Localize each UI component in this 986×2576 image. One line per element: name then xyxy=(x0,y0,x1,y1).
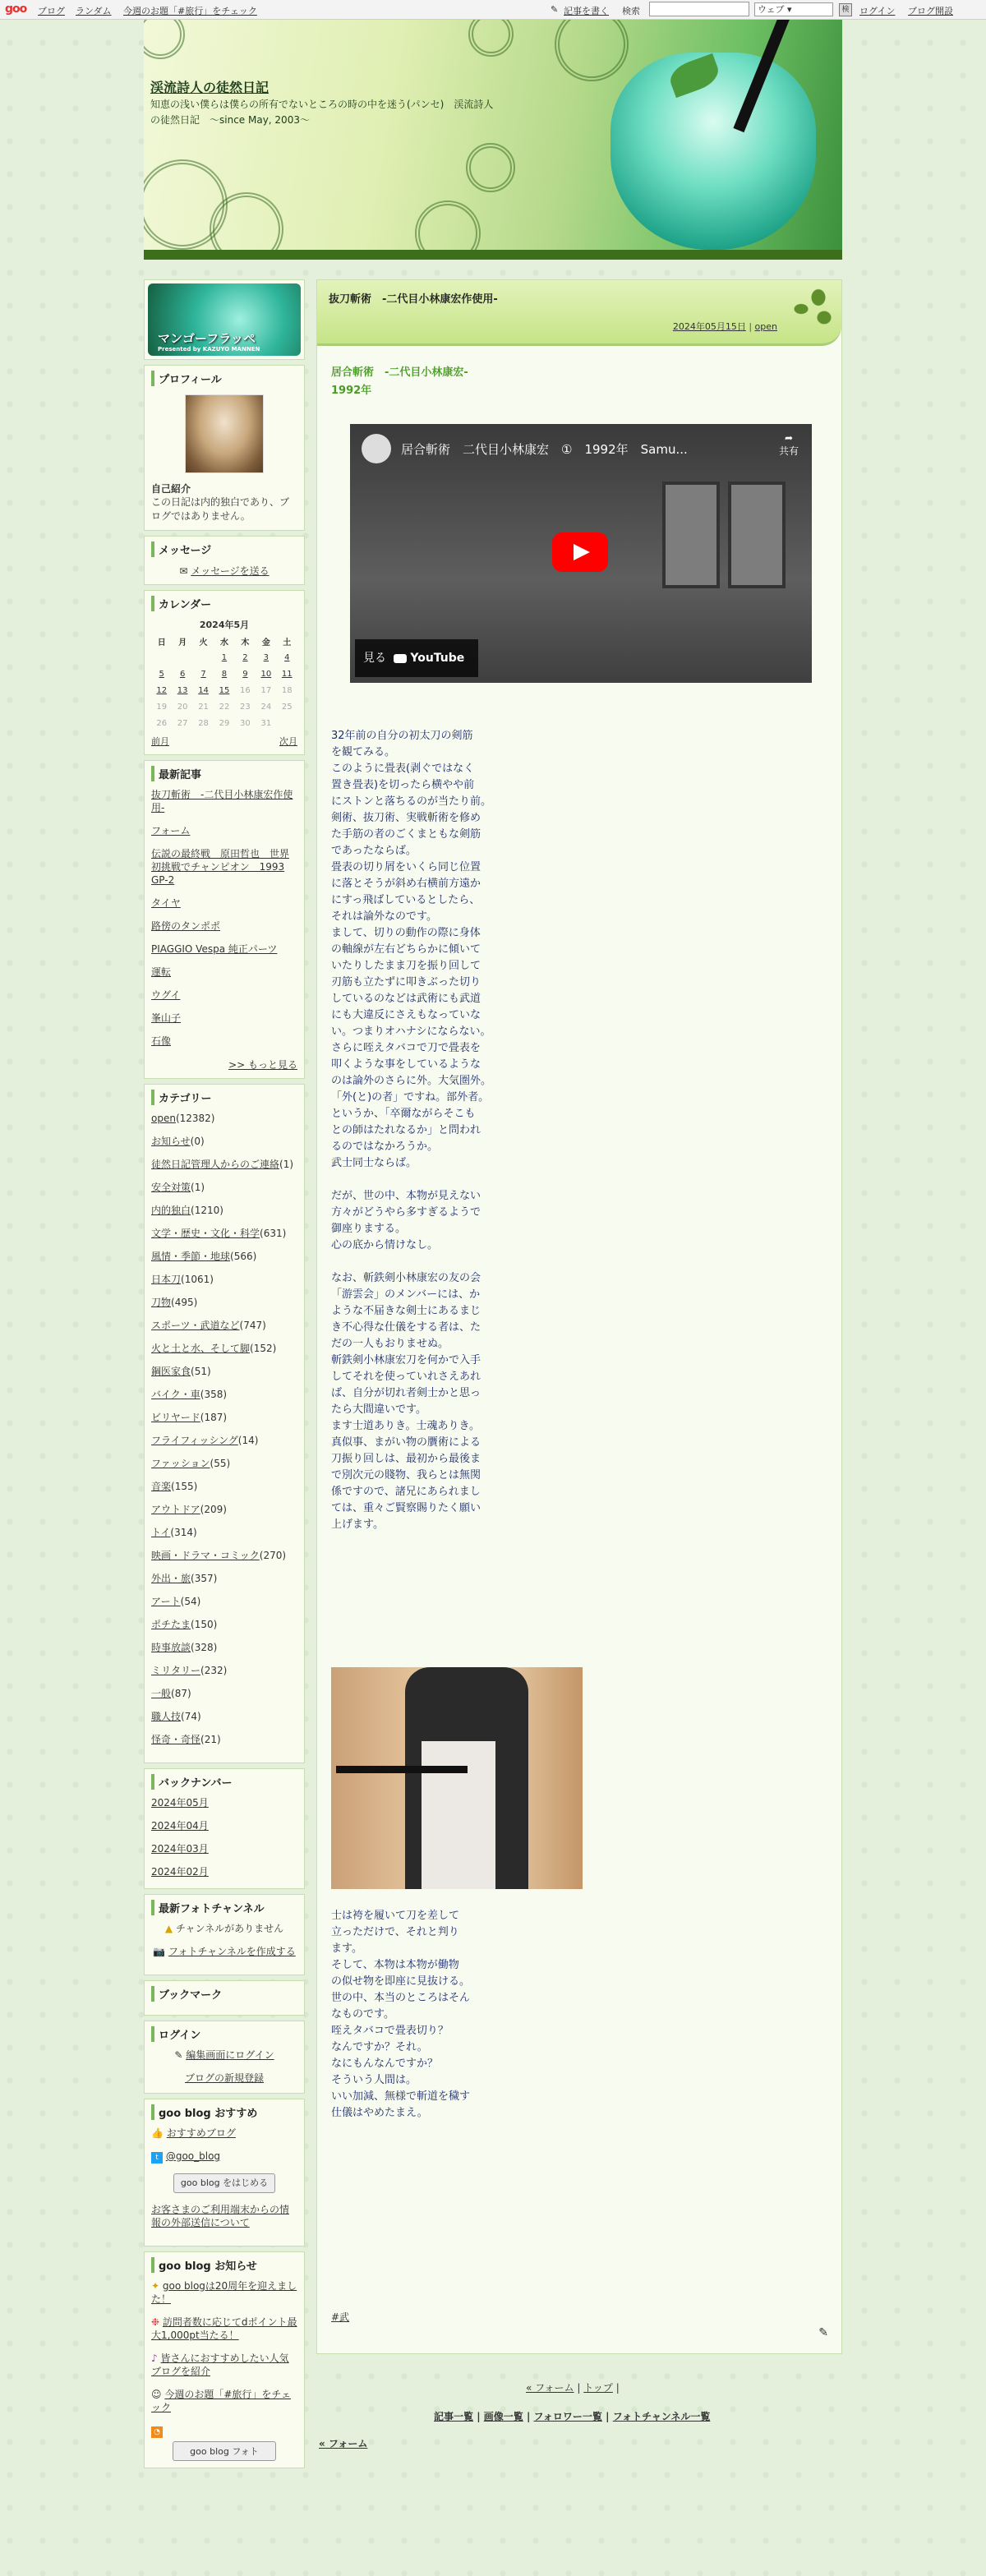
goo-logo[interactable]: goo xyxy=(5,2,27,16)
calendar-day-link[interactable]: 9 xyxy=(242,669,248,679)
message-heading: メッセージ xyxy=(151,541,297,557)
category-count: (54) xyxy=(180,1596,201,1607)
create-photo-channel-link[interactable]: フォトチャンネルを作成する xyxy=(168,1946,296,1957)
lace-ornament xyxy=(555,20,629,81)
category-link[interactable]: 一般 xyxy=(151,1688,172,1699)
category-link[interactable]: フライフィッシング xyxy=(151,1435,238,1446)
meta-separator: | xyxy=(745,321,755,332)
recent-post-link[interactable]: 路傍のタンポポ xyxy=(151,920,221,932)
post-column xyxy=(316,279,842,2354)
banner-credit: Presented by KAZUYO MANNEN xyxy=(158,346,260,353)
category-count: (152) xyxy=(250,1343,277,1354)
calendar-day: 31 xyxy=(260,718,272,728)
category-link[interactable]: 風情・季節・地球 xyxy=(151,1251,231,1262)
calendar-day: 17 xyxy=(260,685,272,695)
youtube-video-embed[interactable] xyxy=(350,424,812,683)
category-link[interactable]: 怪奇・奇怪 xyxy=(151,1734,201,1745)
search-scope-value: ウェブ xyxy=(758,4,785,15)
calendar-box xyxy=(144,590,305,755)
sidebar-banner[interactable] xyxy=(144,279,305,360)
category-count: (209) xyxy=(200,1504,227,1515)
category-count: (187) xyxy=(200,1412,228,1423)
goo-toolbar xyxy=(0,0,986,20)
category-link[interactable]: 安全対策 xyxy=(151,1182,191,1193)
category-link[interactable]: 火と土と水、そして脚 xyxy=(151,1343,251,1354)
lace-ornament xyxy=(466,143,515,192)
recent-post-link[interactable]: 伝説の最終戦 原田哲也 世界初挑戦でチャンピオン 1993 GP-2 xyxy=(151,848,290,886)
calendar-day-link[interactable]: 4 xyxy=(284,652,290,662)
category-count: (14) xyxy=(237,1435,259,1446)
photo-channel-heading: 最新フォトチャンネル xyxy=(151,1900,297,1915)
top-link[interactable]: トップ xyxy=(583,2382,613,2394)
calendar-day: 22 xyxy=(219,702,230,712)
envelope-icon: ✉ xyxy=(179,565,188,577)
calendar-day: 27 xyxy=(177,718,188,728)
category-count: (74) xyxy=(181,1711,201,1722)
notice-link[interactable]: 皆さんにおすすめしたい人気ブログを紹介 xyxy=(151,2353,289,2377)
point-icon: ❉ xyxy=(151,2316,160,2328)
category-link[interactable]: アウトドア xyxy=(151,1504,200,1515)
calendar-day xyxy=(277,666,297,682)
lace-ornament xyxy=(468,20,514,57)
category-count: (87) xyxy=(171,1688,191,1699)
category-link[interactable]: ミリタリー xyxy=(151,1665,201,1676)
category-link[interactable]: ポチたま xyxy=(151,1619,191,1630)
recommend-heading: goo blog おすすめ xyxy=(151,2104,297,2120)
category-link[interactable]: アート xyxy=(151,1596,181,1607)
category-count: (631) xyxy=(260,1228,287,1239)
toolbar-link-random[interactable]: ランダム xyxy=(76,6,112,16)
calendar-day: 21 xyxy=(198,702,209,712)
post-body-text-continued: 士は袴を履いて刀を差して 立っただけで、それと判り ます。 そして、本物は本物が働物 の似せ物を即座に見抜ける。 世の中、本当のところはそん なものです。 咥えタバコで畳表切り？ なんですか？それ。 なにもんなんですか？ そういう人間は。 いい加減、無様で斬道を穢す 仕儀はやめたまえ。 xyxy=(331,1910,471,2119)
calendar-prev-link[interactable]: 前月 xyxy=(151,736,169,747)
backnumber-link[interactable]: 2024年04月 xyxy=(151,1820,209,1832)
calendar-day-link[interactable]: 5 xyxy=(159,669,164,679)
category-count: (357) xyxy=(191,1573,218,1584)
sparkle-icon: ✦ xyxy=(151,2280,160,2292)
start-goo-blog-button[interactable]: goo blog をはじめる xyxy=(173,2173,275,2193)
calendar-day-link[interactable]: 8 xyxy=(221,669,228,679)
category-count: (232) xyxy=(200,1665,228,1676)
category-link[interactable]: 外出・旅 xyxy=(151,1573,191,1584)
follower-list-link[interactable]: フォロワー一覧 xyxy=(533,2411,602,2422)
category-link[interactable]: 音楽 xyxy=(151,1481,172,1492)
category-count: (747) xyxy=(239,1320,266,1331)
search-button[interactable]: 検 xyxy=(839,3,852,16)
bookmark-box xyxy=(144,1980,305,2016)
calendar-day: 30 xyxy=(240,718,251,728)
calendar-day xyxy=(172,682,192,698)
calendar-day-link[interactable]: 10 xyxy=(260,669,272,679)
category-count: (1210) xyxy=(191,1205,223,1216)
notice-box xyxy=(144,2251,305,2468)
share-label: 共有 xyxy=(778,445,799,457)
prev-post-link[interactable]: « フォーム xyxy=(526,2382,574,2394)
youtube-logo-icon xyxy=(394,654,407,663)
backnumber-link[interactable]: 2024年02月 xyxy=(151,1866,209,1878)
banner-image xyxy=(148,283,301,356)
category-count: (51) xyxy=(191,1366,211,1377)
category-count: (358) xyxy=(200,1389,228,1400)
recent-post-link[interactable]: フォーム xyxy=(151,825,191,836)
calendar-day xyxy=(151,649,172,666)
youtube-wordmark: YouTube xyxy=(410,652,465,665)
calendar-heading: カレンダー xyxy=(151,596,297,611)
recent-posts-heading: 最新記事 xyxy=(151,766,297,781)
profile-text: この日記は内的独白であり、ブログではありません。 xyxy=(151,496,290,522)
profile-box xyxy=(144,365,305,531)
twitter-link[interactable]: @goo_blog xyxy=(165,2150,221,2162)
write-article-link[interactable]: 記事を書く xyxy=(564,6,609,16)
camera-icon: 📷 xyxy=(153,1946,166,1957)
category-count: (21) xyxy=(200,1734,221,1745)
channel-avatar-icon[interactable] xyxy=(362,434,391,463)
bottom-prev xyxy=(319,2436,367,2450)
category-link[interactable]: open xyxy=(151,1113,176,1124)
recommended-blogs-link[interactable]: おすすめブログ xyxy=(166,2127,236,2139)
calendar-day xyxy=(256,666,276,682)
calendar-day: 23 xyxy=(240,702,251,712)
search-label: 検索 xyxy=(622,6,640,16)
category-count: (55) xyxy=(210,1458,231,1469)
login-link[interactable]: ログイン xyxy=(859,6,896,16)
post-subtitle: 居合斬術 -二代目小林康宏- 1992年 xyxy=(331,366,468,397)
sword-figure xyxy=(336,1766,468,1773)
blog-description: 知恵の浅い僕らは僕らの所有でないところの時の中を迷う(パンセ) 渓流詩人の徒然日記 ～since May, 2003～ xyxy=(150,99,494,126)
calendar-month: 2024年5月 xyxy=(199,620,250,630)
calendar-day-link[interactable]: 15 xyxy=(219,685,230,695)
category-link[interactable]: 徒然日記管理人からのご連絡 xyxy=(151,1159,280,1170)
recommend-box xyxy=(144,2099,305,2247)
category-count: (1) xyxy=(191,1182,205,1193)
calendar-weekday: 金 xyxy=(261,638,270,647)
calendar-weekday: 月 xyxy=(178,638,187,647)
calendar-day-link[interactable]: 11 xyxy=(281,669,293,679)
pager: « フォーム | トップ | xyxy=(526,2382,620,2394)
calendar-day-link[interactable]: 1 xyxy=(221,652,228,662)
blog-header xyxy=(144,20,842,260)
avatar[interactable] xyxy=(185,394,264,473)
calendar-weekday: 土 xyxy=(283,638,292,647)
profile-label: 自己紹介 xyxy=(151,483,191,495)
topic-icon: ☺ xyxy=(151,2389,162,2400)
video-scene-shoji xyxy=(662,482,720,588)
no-channel-text: チャンネルがありません xyxy=(175,1923,284,1934)
search-scope-select[interactable]: ウェブ ▾ xyxy=(754,2,833,16)
category-link[interactable]: 日本刀 xyxy=(151,1274,182,1285)
recent-post-link[interactable]: タイヤ xyxy=(151,897,181,909)
post-tag[interactable]: #武 xyxy=(331,2311,350,2323)
category-link[interactable]: 職人技 xyxy=(151,1711,182,1722)
backnumber-box xyxy=(144,1768,305,1889)
blog-title[interactable]: 渓流詩人の徒然日記 xyxy=(150,80,270,95)
category-link[interactable]: ファッション xyxy=(151,1458,210,1469)
calendar-day xyxy=(214,649,234,666)
calendar-day-link[interactable]: 6 xyxy=(179,669,186,679)
watch-on-youtube-button[interactable] xyxy=(355,639,478,677)
rss-icon[interactable]: ◔ xyxy=(151,2426,163,2438)
recent-post-link[interactable]: ウグイ xyxy=(151,989,181,1001)
calendar-day xyxy=(277,715,297,731)
backnumber-link[interactable]: 2024年05月 xyxy=(151,1797,209,1809)
video-scene-shoji xyxy=(728,482,786,588)
calendar-day xyxy=(214,682,234,698)
play-button[interactable] xyxy=(552,532,608,572)
category-link[interactable]: トイ xyxy=(151,1527,171,1538)
frappe-glass-image xyxy=(610,53,816,250)
notice-heading: goo blog お知らせ xyxy=(151,2257,297,2273)
post-body-text: 32年前の自分の初太刀の剣筋 を観てみる。 このように畳表(剥ぐではなく 置き畳表)を切ったら横やや前 にストンと落ちるのが当たり前。 剣術、抜刀術、実戦斬術を修め た手筋の者のごくまともな剣筋 であったならば。 畳表の切り屑をいくら同じ位置 に落とそうが斜め右横前方遠か にすっ飛ばしているとしたら、 それは論外なのです。 まして、切りの動作の際に身体 の軸線が左右どちらかに傾いて いたりしたまま刀を振り回して 刃筋も立たずに叩きぶった切り しているのなどは武術にも武道 にも大違反にさえもなっていな い。つまりオハナシにならない。 さらに咥えタバコで刀で畳表を 叩くような事をしているような のは論外のさらに外。大気圏外。 「外(と)の者」ですね。部外者。 というか、「卒爾ながらそこも との師はたれなるか」と問われ るのではなかろうか。 武士同士ならば。 だが、世の中、本物が見えない 方々がどうやら多すぎるようで 御座りまする。 心の底から情けなし。 なお、斬鉄剣小林康宏の友の会 「游雲会」のメンバーには、か ような不届きな剣士にあるまじ き不心得な仕儀をする者は、た だの一人もおりませぬ。 斬鉄剣小林康宏刀を何かで入手 してそれを使っていれさえあれ ば、自分が切れ者剣士かと思っ たら大間違いです。 ます士道ありき。士魂ありき。 真似事、まがい物の贋術による 刀振り回しは、最初から最後ま で別次元の賤物、我らとは無関 係ですので、諸兄にあられまし ては、重々ご賢察賜りたく願い 上げます。 xyxy=(331,730,492,1531)
category-count: (495) xyxy=(171,1297,198,1308)
category-count: (270) xyxy=(259,1550,287,1561)
post-date-link[interactable]: 2024年05月15日 xyxy=(672,321,746,332)
thumb-icon: 👍 xyxy=(151,2127,164,2139)
calendar-day: 28 xyxy=(198,718,209,728)
notice-link[interactable]: 今週のお題「#旅行」をチェック xyxy=(151,2389,292,2413)
send-message-link[interactable]: メッセージを送る xyxy=(191,565,270,577)
category-box xyxy=(144,1084,305,1763)
post-photo[interactable] xyxy=(331,1667,583,1889)
login-box xyxy=(144,2021,305,2094)
category-count: (328) xyxy=(191,1642,218,1653)
notice-link[interactable]: 訪問者数に応じてdポイント最大1,000pt当たる！ xyxy=(151,2316,297,2341)
message-box xyxy=(144,536,305,585)
calendar-weekday: 日 xyxy=(157,638,166,647)
lace-ornament xyxy=(144,20,185,59)
calendar-day xyxy=(277,649,297,666)
category-count: (150) xyxy=(191,1619,218,1630)
category-count: (12382) xyxy=(175,1113,215,1124)
video-title[interactable]: 居合斬術 二代目小林康宏 ① 1992年 Samu... xyxy=(401,442,688,457)
header-bottom-bar xyxy=(144,250,842,260)
calendar-day-link[interactable]: 12 xyxy=(156,685,168,695)
start-blog-link[interactable]: ブログ開設 xyxy=(908,6,953,16)
share-icon[interactable]: ➦ 共有 xyxy=(778,432,799,457)
calendar-day: 24 xyxy=(260,702,272,712)
banner-title: マンゴーフラッペ xyxy=(158,331,256,346)
calendar-day xyxy=(235,666,256,682)
pencil-icon: ✎ xyxy=(174,2049,183,2061)
more-posts-link[interactable]: >> もっと見る xyxy=(228,1059,297,1071)
recent-post-link[interactable]: 抜刀斬術 -二代目小林康宏作使用- xyxy=(151,789,293,813)
calendar-next-link[interactable]: 次月 xyxy=(279,736,297,747)
goo-blog-photo-button[interactable]: goo blog フォト xyxy=(173,2441,276,2461)
search-input[interactable] xyxy=(649,2,749,16)
new-blog-link[interactable]: ブログの新規登録 xyxy=(184,2072,264,2084)
list-links: 記事一覧 | 画像一覧 | フォロワー一覧 | フォトチャンネル一覧 xyxy=(434,2411,711,2422)
category-link[interactable]: 鋼医家食 xyxy=(151,1366,191,1377)
calendar-day xyxy=(193,666,214,682)
profile-heading: プロフィール xyxy=(151,371,297,386)
edit-login-link[interactable]: 編集画面にログイン xyxy=(186,2049,274,2061)
recent-post-link[interactable]: 運転 xyxy=(151,966,172,978)
calendar-day-link[interactable]: 13 xyxy=(177,685,188,695)
calendar-weekday: 木 xyxy=(241,638,250,647)
calendar-day: 26 xyxy=(156,718,168,728)
calendar-day-link[interactable]: 2 xyxy=(242,652,248,662)
photo-channel-box xyxy=(144,1894,305,1975)
edit-pencil-icon[interactable]: ✎ xyxy=(818,2326,828,2339)
watch-label: 見る xyxy=(363,652,386,665)
category-count: (0) xyxy=(190,1136,205,1147)
leaf-ornament-icon xyxy=(784,280,841,338)
calendar-day xyxy=(214,666,234,682)
post-meta xyxy=(673,320,777,333)
hakama-figure xyxy=(422,1741,495,1889)
post-category-link[interactable]: open xyxy=(754,321,777,332)
calendar-day: 18 xyxy=(281,685,293,695)
warning-icon: ▲ xyxy=(164,1923,173,1934)
category-link[interactable]: バイク・車 xyxy=(151,1389,200,1400)
bookmark-heading: ブックマーク xyxy=(151,1986,297,2002)
calendar-day-link[interactable]: 14 xyxy=(198,685,209,695)
calendar-day xyxy=(193,682,214,698)
recent-post-link[interactable]: PIAGGIO Vespa 純正パーツ xyxy=(151,943,278,955)
pencil-icon: ✎ xyxy=(551,4,559,15)
calendar-table xyxy=(151,633,297,731)
calendar-day-link[interactable]: 3 xyxy=(263,652,269,662)
backnumber-link[interactable]: 2024年03月 xyxy=(151,1843,209,1855)
calendar-weekday: 火 xyxy=(199,638,208,647)
category-link[interactable]: スポーツ・武道など xyxy=(151,1320,240,1331)
post-title: 抜刀斬術 -二代目小林康宏作使用- xyxy=(329,293,498,306)
recent-posts-box xyxy=(144,760,305,1079)
calendar-day: 29 xyxy=(219,718,230,728)
category-link[interactable]: ビリヤード xyxy=(151,1412,200,1423)
calendar-day: 16 xyxy=(240,685,251,695)
calendar-day: 20 xyxy=(177,702,188,712)
category-link[interactable]: 内的独白 xyxy=(151,1205,191,1216)
backnumber-heading: バックナンバー xyxy=(151,1774,297,1790)
toolbar-link-theme[interactable]: 今週のお題「#旅行」をチェック xyxy=(123,6,257,16)
calendar-day xyxy=(151,682,172,698)
image-list-link[interactable]: 画像一覧 xyxy=(483,2411,523,2422)
music-icon: ♪ xyxy=(151,2353,158,2364)
category-link[interactable]: 刀物 xyxy=(151,1297,172,1308)
category-count: (1) xyxy=(279,1159,294,1170)
calendar-day xyxy=(172,666,192,682)
calendar-day xyxy=(151,666,172,682)
calendar-day xyxy=(256,649,276,666)
category-count: (1061) xyxy=(181,1274,214,1285)
twitter-icon: t xyxy=(151,2152,163,2164)
login-heading: ログイン xyxy=(151,2026,297,2042)
sidebar xyxy=(144,279,305,2473)
article-list-link[interactable]: 記事一覧 xyxy=(434,2411,474,2422)
recent-post-link[interactable]: 石像 xyxy=(151,1035,172,1047)
notice-link[interactable]: goo blogは20周年を迎えました！ xyxy=(151,2280,297,2305)
category-link[interactable]: 文学・歴史・文化・科学 xyxy=(151,1228,260,1239)
category-count: (314) xyxy=(170,1527,197,1538)
recent-post-link[interactable]: 峯山子 xyxy=(151,1012,182,1024)
category-link[interactable]: お知らせ xyxy=(151,1136,191,1147)
category-count: (155) xyxy=(171,1481,198,1492)
category-count: (566) xyxy=(230,1251,257,1262)
toolbar-link-blog[interactable]: ブログ xyxy=(38,6,65,16)
calendar-day: 19 xyxy=(156,702,168,712)
calendar-day xyxy=(193,649,214,666)
bottom-prev-link[interactable]: « フォーム xyxy=(319,2438,368,2449)
calendar-weekday: 水 xyxy=(219,638,228,647)
category-heading: カテゴリー xyxy=(151,1090,297,1105)
external-transmission-link[interactable]: お客さまのご利用端末からの情報の外部送信について xyxy=(151,2204,290,2228)
calendar-day xyxy=(172,649,192,666)
calendar-day xyxy=(235,649,256,666)
calendar-day: 25 xyxy=(281,702,293,712)
category-link[interactable]: 映画・ドラマ・コミック xyxy=(151,1550,260,1561)
category-link[interactable]: 時事放談 xyxy=(151,1642,191,1653)
calendar-day-link[interactable]: 7 xyxy=(200,669,206,679)
photo-channel-list-link[interactable]: フォトチャンネル一覧 xyxy=(612,2411,711,2422)
